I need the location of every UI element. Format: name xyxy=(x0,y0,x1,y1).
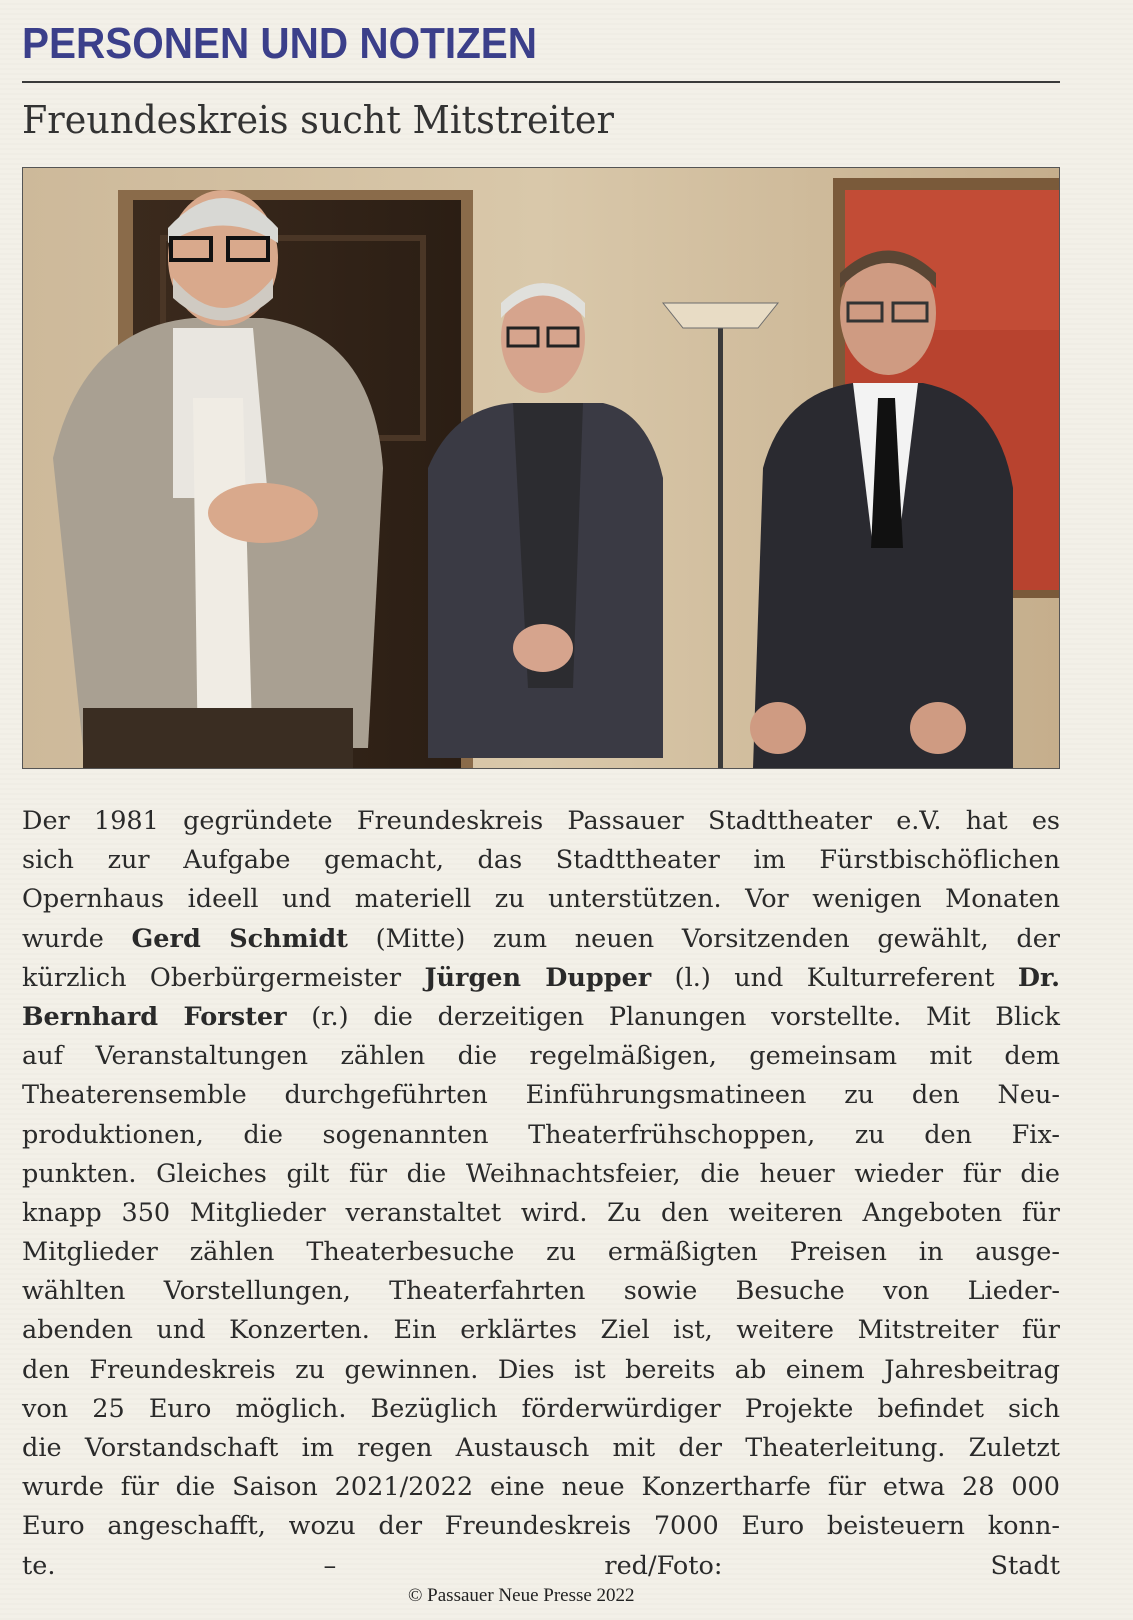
article-text-run: Der 1981 gegründete Freundeskreis Passauer Stadttheater e.V. hat es xyxy=(22,806,1060,836)
person-name: Bernhard Forster xyxy=(22,1001,287,1032)
article-line xyxy=(22,959,1060,998)
article-line xyxy=(22,1116,1060,1155)
article-text-run: wurde xyxy=(22,923,132,954)
article-text-run: die Vorstandschaft im regen Austausch mit der Theaterleitung. Zuletzt xyxy=(22,1433,1060,1463)
person-name: Gerd Schmidt xyxy=(131,923,348,954)
article-line xyxy=(22,1194,1060,1233)
article-text-run: kürzlich Oberbürgermeister xyxy=(22,962,425,993)
article-line xyxy=(22,802,1060,841)
article-line xyxy=(22,1507,1060,1546)
article-text-run: Theaterensemble durchgeführten Einführungsmatineen zu den Neu- xyxy=(22,1080,1060,1111)
article-photo xyxy=(22,167,1060,769)
article-text-run: Mitglieder zählen Theaterbesuche zu ermäßigten Preisen in ausge- xyxy=(22,1237,1060,1268)
article-line xyxy=(22,1351,1060,1390)
section-divider xyxy=(22,81,1060,83)
article-text-run: te. xyxy=(22,1550,56,1581)
article-text-run: (l.) und Kulturreferent xyxy=(651,962,1018,993)
article-line xyxy=(22,1547,1060,1586)
article-line xyxy=(22,1272,1060,1311)
article-text-run: von 25 Euro möglich. Bezüglich förderwürdiger Projekte befindet sich xyxy=(22,1393,1060,1424)
article-text-run: produktionen, die sogenannten Theaterfrühschoppen, zu den Fix- xyxy=(22,1119,1060,1150)
article-line xyxy=(22,1076,1060,1115)
article-headline: Freundeskreis sucht Mitstreiter xyxy=(22,98,614,142)
article-line xyxy=(22,880,1060,919)
article-body xyxy=(22,802,1060,1586)
article-text-run: sich zur Aufgabe gemacht, das Stadttheater im Fürstbischöflichen xyxy=(22,845,1060,876)
article-line xyxy=(22,1233,1060,1272)
person-name: Jürgen Dupper xyxy=(424,962,652,993)
article-text-run: auf Veranstaltungen zählen die regelmäßigen, gemeinsam mit dem xyxy=(22,1041,1060,1072)
person-name: Dr. xyxy=(1017,962,1060,993)
article-text-run: wurde für die Saison 2021/2022 eine neue Konzertharfe für etwa 28 000 xyxy=(22,1472,1060,1503)
article-line xyxy=(22,998,1060,1037)
section-label: PERSONEN UND NOTIZEN xyxy=(22,19,538,68)
article-text-run: Euro angeschafft, wozu der Freundeskreis 7000 Euro beisteuern konn- xyxy=(22,1511,1060,1542)
article-line xyxy=(22,1037,1060,1076)
article-line xyxy=(22,1390,1060,1429)
article-line xyxy=(22,1155,1060,1194)
article-line xyxy=(22,1468,1060,1507)
article-text-run: Opernhaus ideell und materiell zu unterstützen. Vor wenigen Monaten xyxy=(22,884,1060,915)
article-text-run: (r.) die derzeitigen Planungen vorstellte. Mit Blick xyxy=(286,1001,1060,1032)
article-text-run: wählten Vorstellungen, Theaterfahrten sowie Besuche von Lieder- xyxy=(22,1276,1060,1307)
article-text-run: (Mitte) zum neuen Vorsitzenden gewählt, der xyxy=(347,923,1060,954)
article-line xyxy=(22,841,1060,880)
article-text-run: punkten. Gleiches gilt für die Weihnachtsfeier, die heuer wieder für die xyxy=(22,1158,1060,1189)
article-text-run: knapp 350 Mitglieder veranstaltet wird. Zu den weiteren Angeboten für xyxy=(22,1197,1060,1228)
article-line xyxy=(22,1429,1060,1468)
article-line xyxy=(22,1311,1060,1350)
copyright-notice: © Passauer Neue Presse 2022 xyxy=(408,1585,635,1606)
article-text-run: abenden und Konzerten. Ein erklärtes Ziel ist, weitere Mitstreiter für xyxy=(22,1315,1060,1346)
photo-three-men-icon xyxy=(23,168,1059,768)
article-text-run: den Freundeskreis zu gewinnen. Dies ist bereits ab einem Jahresbeitrag xyxy=(22,1354,1060,1385)
article-line xyxy=(22,920,1060,959)
article-text-run: – red/Foto: Stadt xyxy=(55,1550,1060,1581)
